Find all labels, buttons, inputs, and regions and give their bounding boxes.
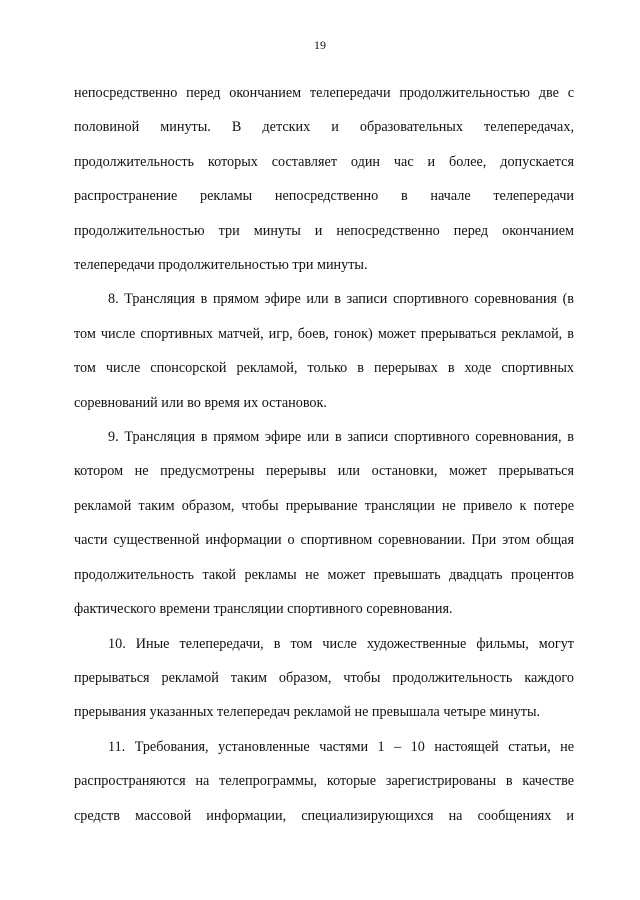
paragraph-item-11: 11. Требования, установленные частями 1 – 10 настоящей статьи, не распространяются на телепрограммы, которые зарегистрированы в качестве средств массовой информации, специализирующихся на сообщениях и	[74, 738, 574, 824]
page-number: 19	[314, 38, 326, 52]
document-body	[74, 76, 574, 833]
paragraph-continuation: непосредственно перед окончанием телепередачи продолжительностью две с половиной минуты. В детских и образовательных телепередачах, продолжительность которых составляет один час и более, допускается распространение рекламы непосредственно в начале телепередачи продолжительностью три минуты и непосредственно перед окончанием телепередачи продолжительностью три минуты.	[74, 85, 574, 274]
paragraph-item-9: 9. Трансляция в прямом эфире или в записи спортивного соревнования, в котором не предусмотрены перерывы или остановки, может прерываться рекламой таким образом, чтобы прерывание трансляции не привело к потере части существенной информации о спортивном соревновании. При этом общая продолжительность такой рекламы не может превышать двадцать процентов фактического времени трансляции спортивного соревнования.	[74, 429, 574, 618]
paragraph-item-10: 10. Иные телепередачи, в том числе художественные фильмы, могут прерываться рекламой таким образом, чтобы продолжительность каждого прерывания указанных телепередач рекламой не превышала четыре минуты.	[74, 635, 574, 721]
paragraph-item-8: 8. Трансляция в прямом эфире или в записи спортивного соревнования (в том числе спортивных матчей, игр, боев, гонок) может прерываться рекламой, в том числе спонсорской рекламой, только в перерывах в ходе спортивных соревнований или во время их остановок.	[74, 291, 574, 411]
